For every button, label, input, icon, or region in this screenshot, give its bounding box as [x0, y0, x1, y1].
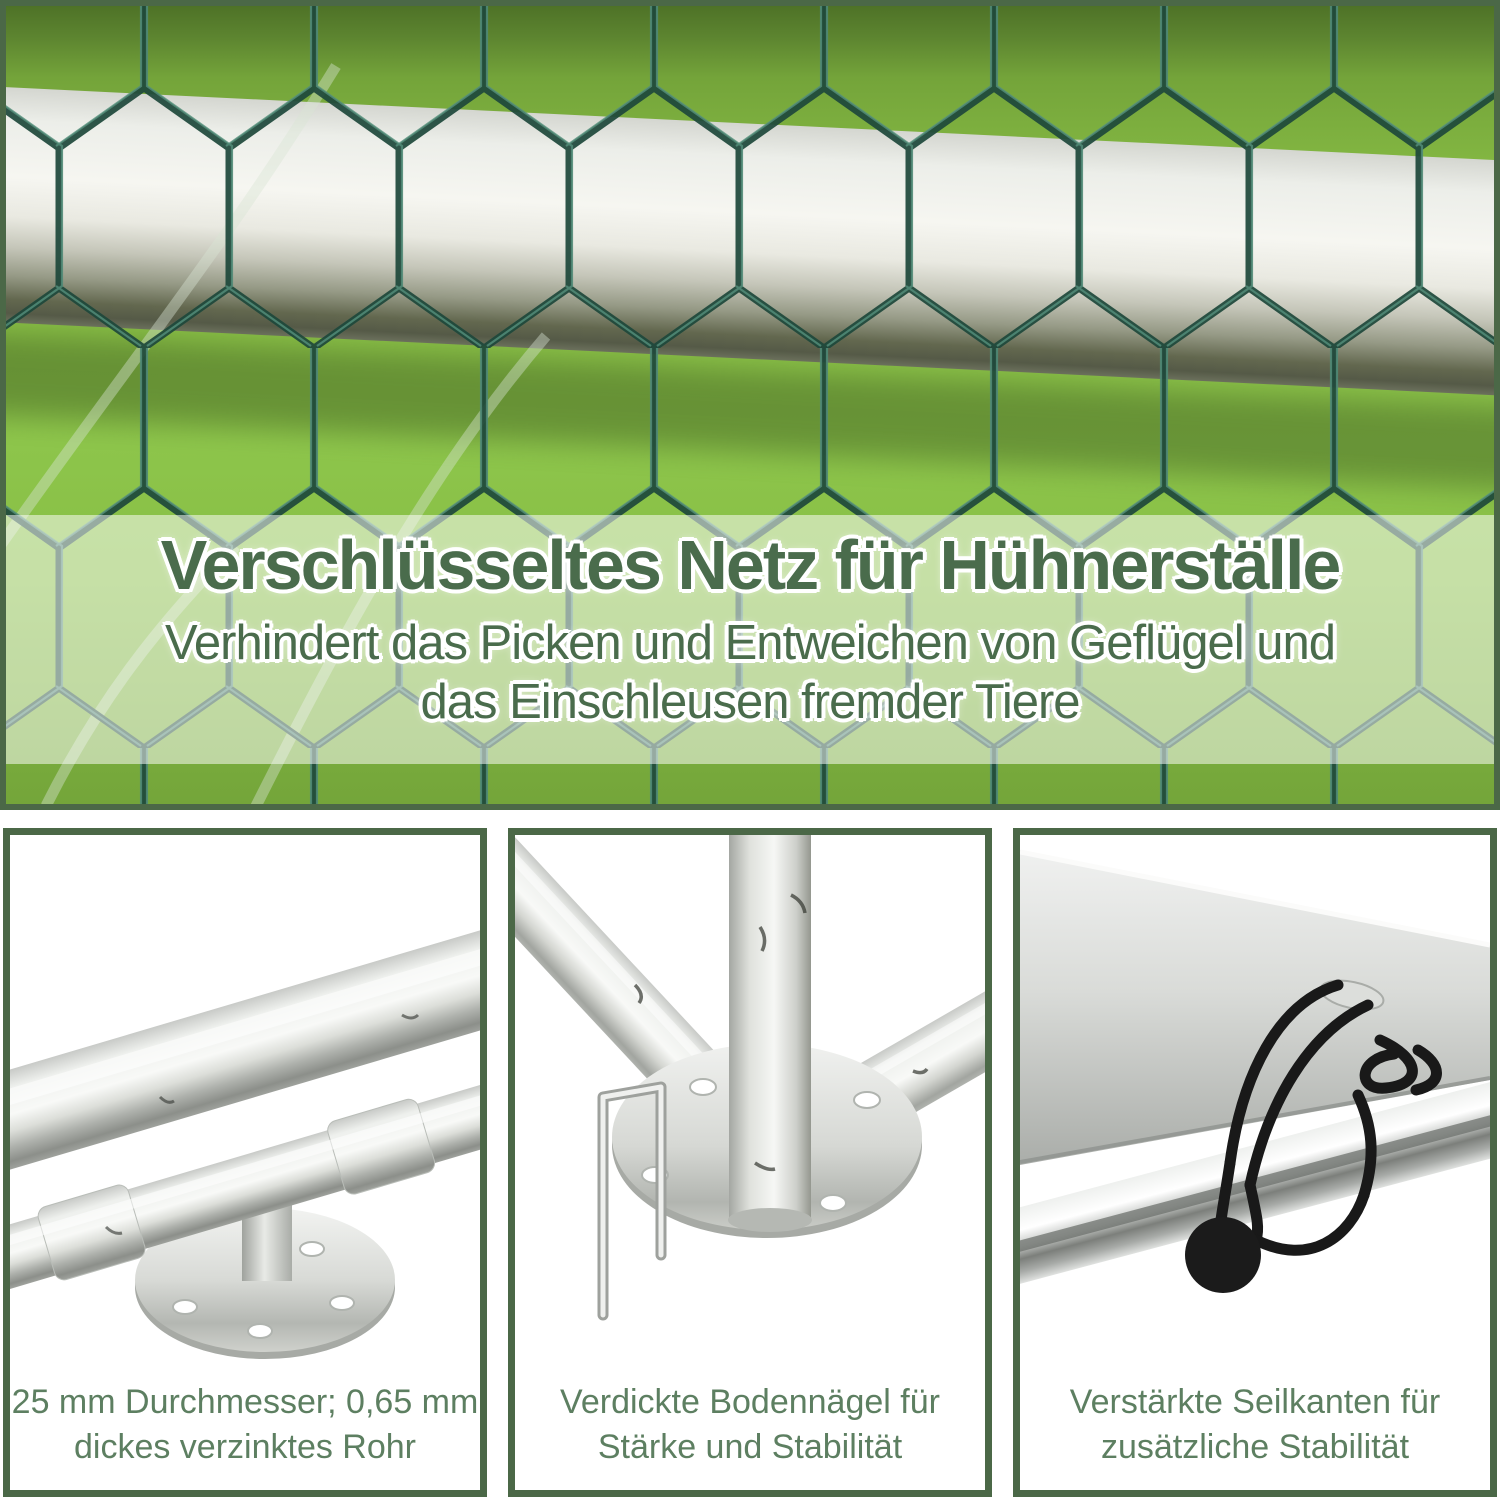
hero-title: Verschlüsseltes Netz für Hühnerställe — [160, 526, 1340, 604]
feature-caption — [1020, 1380, 1490, 1470]
feature-card-ground-stakes — [508, 828, 992, 1497]
caption-line-1: 25 mm Durchmesser; 0,65 mm — [11, 1383, 479, 1421]
feature-card-rope-edges — [1013, 828, 1497, 1497]
feature-caption — [515, 1380, 985, 1470]
feature-cards-row — [3, 828, 1497, 1497]
hero-text-block — [6, 522, 1494, 732]
caption-line-2: dickes verzinktes Rohr — [73, 1428, 416, 1466]
hero-subtitle-line-1: Verhindert das Picken und Entweichen von Geflügel und — [164, 616, 1336, 670]
feature-caption — [10, 1380, 480, 1470]
hero-subtitle-line-2: das Einschleusen fremder Tiere — [420, 675, 1080, 729]
caption-line-1: Verdickte Bodennägel für — [560, 1383, 940, 1421]
caption-line-2: zusätzliche Stabilität — [1100, 1428, 1410, 1466]
caption-line-2: Stärke und Stabilität — [597, 1428, 903, 1466]
feature-card-tube-diameter — [3, 828, 487, 1497]
caption-line-1: Verstärkte Seilkanten für — [1069, 1383, 1441, 1421]
